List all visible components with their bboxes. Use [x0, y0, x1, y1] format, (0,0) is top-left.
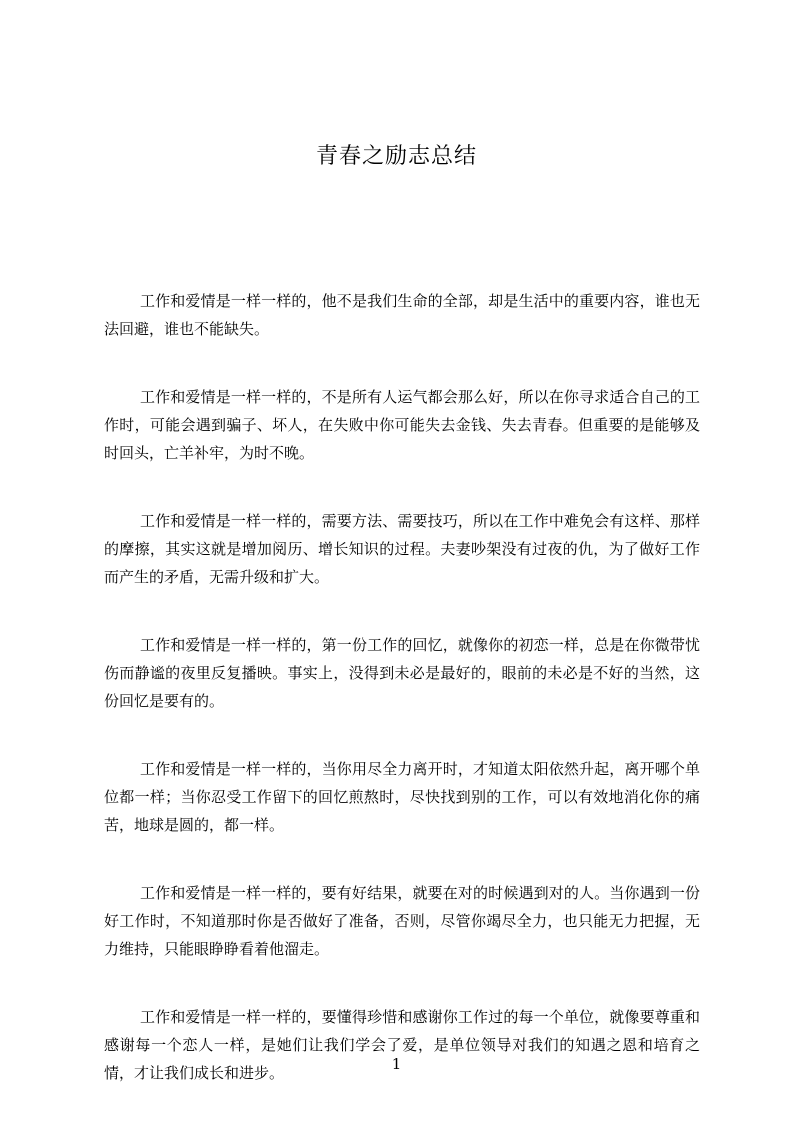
- page-number: 1: [391, 1055, 402, 1073]
- paragraph: 工作和爱情是一样一样的，不是所有人运气都会那么好，所以在你寻求适合自己的工作时，可能会遇到骗子、坏人，在失败中你可能失去金钱、失去青春。但重要的是能够及时回头，亡羊补牢，为时不晚。: [104, 388, 700, 462]
- paragraph: 工作和爱情是一样一样的，他不是我们生命的全部，却是生活中的重要内容，谁也无法回避，谁也不能缺失。: [104, 292, 700, 338]
- paragraph: 工作和爱情是一样一样的，当你用尽全力离开时，才知道太阳依然升起，离开哪个单位都一样；当你忍受工作留下的回忆煎熬时，尽快找到别的工作，可以有效地消化你的痛苦，地球是圆的，都一样。: [104, 760, 700, 834]
- paragraph: 工作和爱情是一样一样的，需要方法、需要技巧，所以在工作中难免会有这样、那样的摩擦，其实这就是增加阅历、增长知识的过程。夫妻吵架没有过夜的仇，为了做好工作而产生的矛盾，无需升级和扩大。: [104, 512, 700, 586]
- paragraph: 工作和爱情是一样一样的，要有好结果，就要在对的时候遇到对的人。当你遇到一份好工作时，不知道那时你是否做好了准备，否则，尽管你竭尽全力，也只能无力把握，无力维持，只能眼睁睁看着他溜走。: [104, 884, 700, 958]
- document-body: [104, 287, 700, 1127]
- document-title: 青春之励志总结: [315, 144, 477, 169]
- paragraph: 工作和爱情是一样一样的，要懂得珍惜和感谢你工作过的每一个单位，就像要尊重和感谢每一个恋人一样，是她们让我们学会了爱，是单位领导对我们的知遇之恩和培育之情，才让我们成长和进步。: [104, 1008, 700, 1082]
- paragraph: 工作和爱情是一样一样的，第一份工作的回忆，就像你的初恋一样，总是在你微带忧伤而静谧的夜里反复播映。事实上，没得到未必是最好的，眼前的未必是不好的当然，这份回忆是要有的。: [104, 636, 700, 710]
